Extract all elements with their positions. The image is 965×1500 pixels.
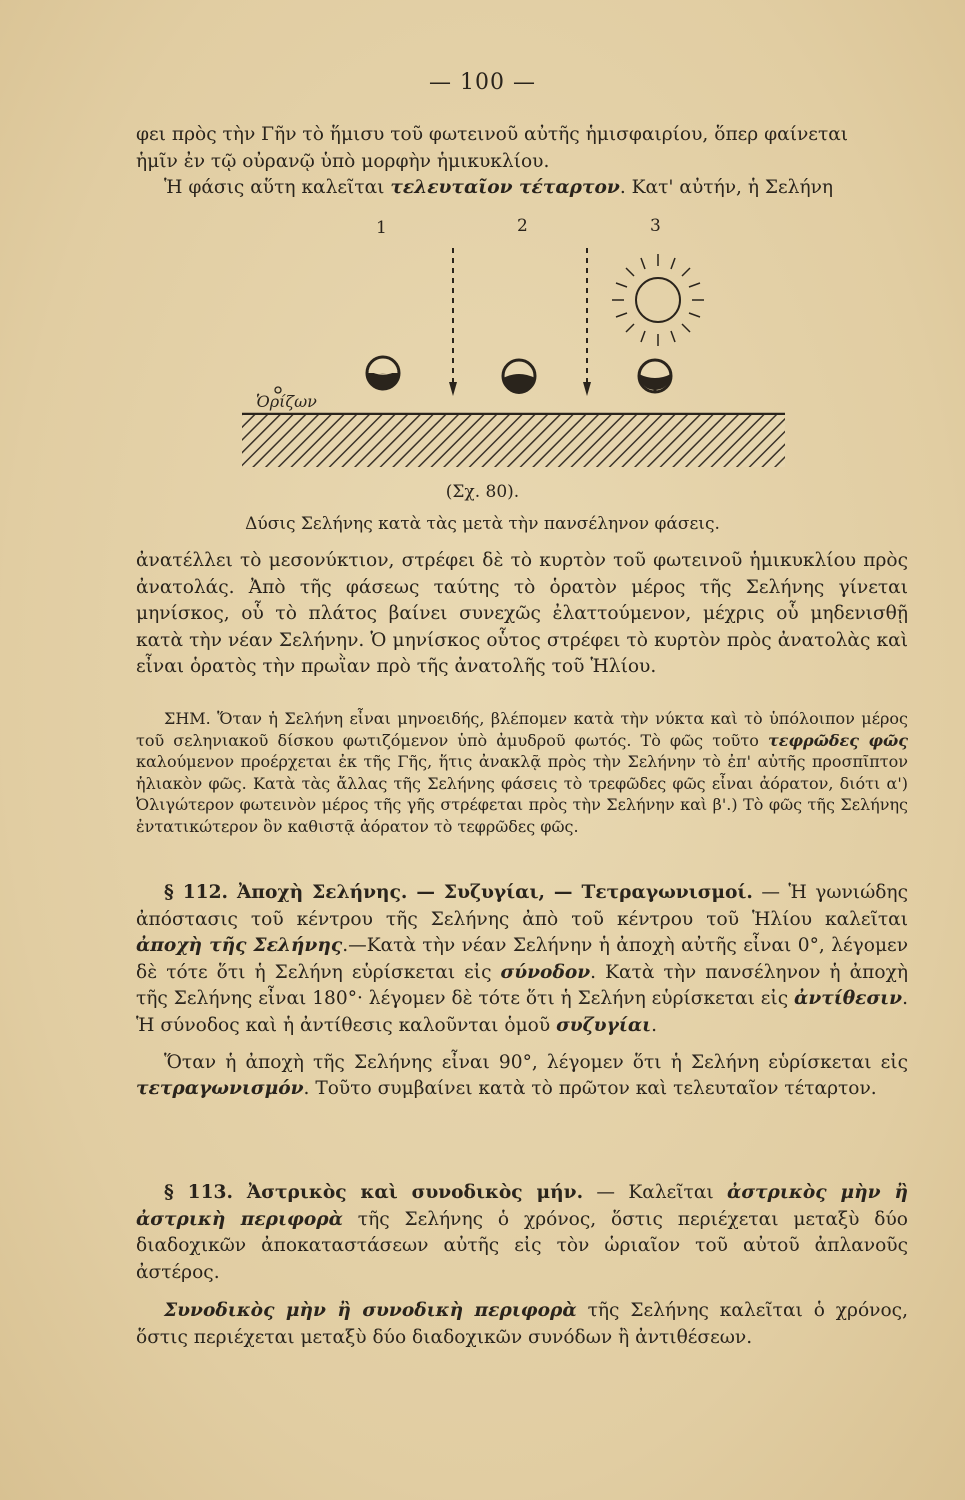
term-opposition: ἀντίθεσιν — [794, 988, 903, 1010]
figure-label-1: 1 — [376, 218, 387, 238]
section-113 — [136, 1180, 908, 1352]
s113-text: — Καλεῖται — [583, 1182, 728, 1203]
synodic-text: τῆς Σελήνης καλεῖται ὁ χρόνος, ὅστις περιέχεται μεταξὺ δύο διαδοχικῶν συνόδων ἢ ἀντιθέσεων. — [136, 1300, 908, 1348]
figure-caption: Δύσις Σελήνης κατὰ τὰς μετὰ τὴν πανσέληνον φάσεις. — [245, 514, 720, 534]
term-sidereal-month: ἀστρικὸς μὴν ἢ ἀστρικὴ περιφορὰ — [136, 1182, 908, 1230]
term-quadrature: τετραγωνισμόν — [136, 1078, 304, 1100]
arrow-down-icon — [449, 382, 457, 396]
para1-line1: φει πρὸς τὴν Γῆν τὸ ἥμισυ τοῦ φωτεινοῦ αὐτῆς ἡμισφαιρίου, ὅπερ φαίνεται — [136, 124, 849, 145]
section-112 — [136, 880, 908, 1103]
p90-text-end: . Τοῦτο συμβαίνει κατὰ τὸ πρῶτον καὶ τελευταῖον τέταρτον. — [303, 1078, 877, 1100]
paragraph-quadrature — [136, 1050, 908, 1103]
term-syzygies: συζυγίαι — [556, 1014, 652, 1036]
s112-text: . Ἡ σύνοδος καὶ ἡ ἀντίθεσις καλοῦνται ὁμοῦ — [136, 988, 908, 1036]
note-paragraph — [136, 708, 908, 838]
term-ashen-light: τεφρῶδες φῶς — [767, 730, 908, 750]
para2-text-end: . Κατ' αὐτήν, ἡ Σελήνη — [619, 177, 834, 199]
para3-block — [136, 548, 908, 681]
s112-text: . — [651, 1014, 658, 1036]
figure-diagram — [0, 210, 965, 510]
term-last-quarter: τελευταῖον τέταρτον — [390, 177, 620, 199]
section-112-paragraph — [136, 880, 908, 1040]
arrow-down-icon — [583, 382, 591, 396]
term-conjunction: σύνοδον — [500, 961, 591, 983]
moon-phase-2-icon — [503, 360, 535, 394]
sun-icon — [612, 254, 704, 346]
s112-text: .—Κατὰ τὴν νέαν Σελήνην ἡ ἀποχὴ αὐτῆς εἶναι 0°, λέγομεν δὲ τότε ὅτι ἡ Σελήνη εὑρίσκεται εἰς — [136, 935, 908, 983]
s113-text-end: τῆς Σελήνης ὁ χρόνος, ὅστις περιέχεται μεταξὺ δύο διαδοχικῶν ἀποκαταστάσεων αὐτῆς εἰς τὸν ὡριαῖον τοῦ αὐτοῦ ἀπλανοῦς ἀστέρος. — [136, 1208, 908, 1283]
section-113-heading: § 113. Ἀστρικὸς καὶ συνοδικὸς μήν. — [164, 1182, 584, 1203]
s112-text: . Κατὰ τὴν πανσέληνον ἡ ἀποχὴ τῆς Σελήνης εἶναι 180°· λέγομεν δὲ τότε ὅτι ἡ Σελήνη εὑρίσκεται εἰς — [136, 961, 908, 1010]
horizon-label: Ὁρίζων — [256, 392, 317, 411]
term-synodic-month: Συνοδικὸς μὴν ἢ συνοδικὴ περιφορὰ — [164, 1300, 577, 1322]
figure-label-3: 3 — [650, 216, 661, 236]
figure-label-2: 2 — [517, 216, 528, 236]
opening-text — [136, 122, 908, 202]
section-113-paragraph — [136, 1180, 908, 1286]
figure-80 — [0, 210, 965, 510]
page-number: — 100 — — [429, 70, 536, 95]
ground-hatching — [242, 415, 785, 467]
para3: ἀνατέλλει τὸ μεσονύκτιον, στρέφει δὲ τὸ κυρτὸν τοῦ φωτεινοῦ ἡμικυκλίου πρὸς ἀνατολάς. Ἀπὸ τῆς φάσεως ταύτης τὸ ὁρατὸν μέρος τῆς Σελήνης γίνεται μηνίσκος, οὗ τὸ πλάτος βαίνει συνεχῶς ἐλαττούμενον, μέχρις οὗ μηδενισθῇ κατὰ τὴν νέαν Σελήνην. Ὁ μηνίσκος οὗτος στρέφει τὸ κυρτὸν πρὸς ἀνατολὰς καὶ εἶναι ὁρατὸς τὴν πρωῒαν πρὸ τῆς ἀνατολῆς τοῦ Ἡλίου. — [136, 550, 908, 678]
para1-line2: ἡμῖν ἐν τῷ οὐρανῷ ὑπὸ μορφὴν ἡμικυκλίου. — [136, 150, 550, 172]
section-112-heading: § 112. Ἀποχὴ Σελήνης. — Συζυγίαι, — Τετραγωνισμοί. — [164, 882, 753, 903]
figure-number: (Σχ. 80). — [445, 482, 520, 502]
note-text-end: καλούμενον προέρχεται ἐκ τῆς Γῆς, ἥτις ἀνακλᾷ πρὸς τὴν Σελήνην τὸ ἐπ' αὐτῆς προσπῖπτον ἡλιακὸν φῶς. Κατὰ τὰς ἄλλας τῆς Σελήνης φάσεις τὸ τρεφῶδες φῶς εἶναι ἀόρατον, διότι α') Ὀλιγώτερον φωτεινὸν μέρος τῆς γῆς στρέφεται πρὸς τὴν Σελήνην καὶ β'.) Τὸ φῶς τῆς Σελήνης ἐντατικώτερον ὂν καθιστᾷ ἀόρατον τὸ τεφρῶδες φῶς. — [136, 752, 908, 836]
para2 — [136, 175, 908, 202]
para2-text: Ἡ φάσις αὕτη καλεῖται — [164, 177, 391, 199]
p90-text: Ὅταν ἡ ἀποχὴ τῆς Σελήνης εἶναι 90°, λέγομεν ὅτι ἡ Σελήνη εὑρίσκεται εἰς — [164, 1051, 908, 1073]
note-text: ΣΗΜ. Ὅταν ἡ Σελήνη εἶναι μηνοειδής, βλέπομεν κατὰ τὴν νύκτα καὶ τὸ ὑπόλοιπον μέρος τοῦ σεληνιακοῦ δίσκου φωτιζόμενον ὑπὸ ἀμυδροῦ φωτός. Τὸ φῶς τοῦτο — [136, 709, 908, 750]
moon-phase-1-icon — [367, 357, 399, 389]
paragraph-synodic — [136, 1298, 908, 1351]
note-block — [136, 708, 908, 838]
s112-text: — Ἡ γωνιώδης ἀπόστασις τοῦ κέντρου τῆς Σελήνης ἀπὸ τοῦ κέντρου τοῦ Ἡλίου καλεῖται — [136, 882, 908, 930]
moon-phase-3-icon — [639, 360, 671, 392]
term-elongation: ἀποχὴ τῆς Σελήνης — [136, 935, 343, 957]
